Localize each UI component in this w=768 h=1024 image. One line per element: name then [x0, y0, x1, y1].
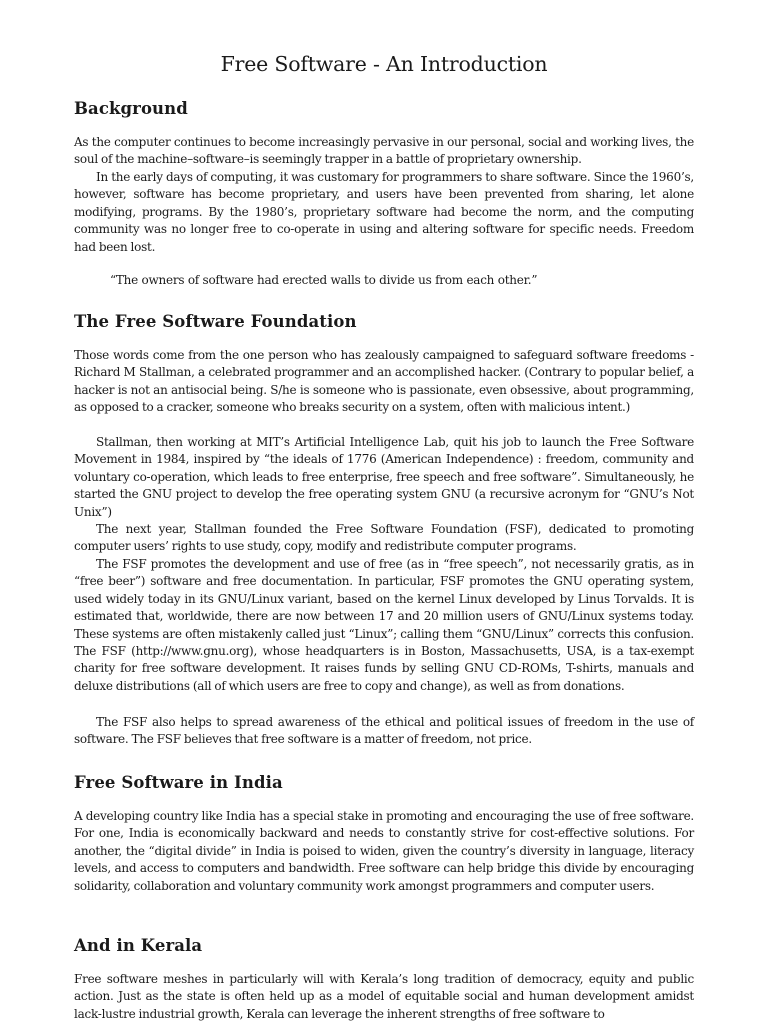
quote: “The owners of software had erected walls to divide us from each other.”: [110, 273, 538, 287]
document-title: Free Software - An Introduction: [220, 52, 548, 76]
paragraph: The FSF promotes the development and use of free (as in “free speech”, not necessarily gratis, as in “free beer”) software and free documentation. In particular, FSF promotes the GNU operating system, used widely today in its GNU/Linux variant, based on the kernel Linux developed by Linus Torvalds. It is estimated that, worldwide, there are now between 17 and 20 million users of GNU/Linux systems today. These systems are often mistakenly called just “Linux”; calling them “GNU/Linux” corrects this confusion. The FSF (http://www.gnu.org), whose headquarters is in Boston, Massachusetts, USA, is a tax-exempt charity for free software development. It raises funds by selling GNU CD-ROMs, T-shirts, manuals and deluxe distributions (all of which users are free to copy and change), as well as from donations.: [74, 557, 694, 693]
paragraph: Those words come from the one person who has zealously campaigned to safeguard software freedoms - Richard M Stallman, a celebrated programmer and an accomplished hacker. (Contrary to popular belief, a hacker is not an antisocial being. S/he is someone who is passionate, even obsessive, about programming, as opposed to a cracker, someone who breaks security on a system, often with malicious intent.): [74, 348, 694, 415]
paragraph: Stallman, then working at MIT’s Artificial Intelligence Lab, quit his job to launch the Free Software Movement in 1984, inspired by “the ideals of 1776 (American Independence) : freedom, community and voluntary co-operation, which leads to free enterprise, free speech and free software”. Simultaneously, he started the GNU project to develop the free operating system GNU (a recursive acronym for “GNU’s Not Unix”): [74, 435, 694, 519]
section-heading-kerala: And in Kerala: [74, 936, 203, 955]
paragraph: In the early days of computing, it was customary for programmers to share software. Since the 1960’s, however, software has become proprietary, and users have been prevented from sharing, let alone modifying, programs. By the 1980’s, proprietary software had become the norm, and the computing community was no longer free to co-operate in using and altering software for specific needs. Freedom had been lost.: [74, 170, 694, 254]
section-heading-background: Background: [74, 99, 188, 118]
paragraph: The next year, Stallman founded the Free Software Foundation (FSF), dedicated to promoting computer users’ rights to use study, copy, modify and redistribute computer programs.: [74, 522, 694, 554]
paragraph: The FSF also helps to spread awareness of the ethical and political issues of freedom in the use of software. The FSF believes that free software is a matter of freedom, not price.: [74, 715, 694, 747]
paragraph: A developing country like India has a special stake in promoting and encouraging the use of free software. For one, India is economically backward and needs to constantly strive for cost-effective solutions. For another, the “digital divide” in India is poised to widen, given the country’s diversity in language, literacy levels, and access to computers and bandwidth. Free software can help bridge this divide by encouraging solidarity, collaboration and voluntary community work amongst programmers and computer users.: [74, 809, 694, 893]
paragraph: As the computer continues to become increasingly pervasive in our personal, social and working lives, the soul of the machine–software–is seemingly trapper in a battle of proprietary ownership.: [74, 135, 694, 167]
section-heading-india: Free Software in India: [74, 773, 283, 792]
section-heading-fsf: The Free Software Foundation: [74, 312, 357, 331]
paragraph: Free software meshes in particularly will with Kerala’s long tradition of democracy, equity and public action. Just as the state is often held up as a model of equitable social and human development amidst lack-lustre industrial growth, Kerala can leverage the inherent strengths of free software to: [74, 972, 694, 1021]
